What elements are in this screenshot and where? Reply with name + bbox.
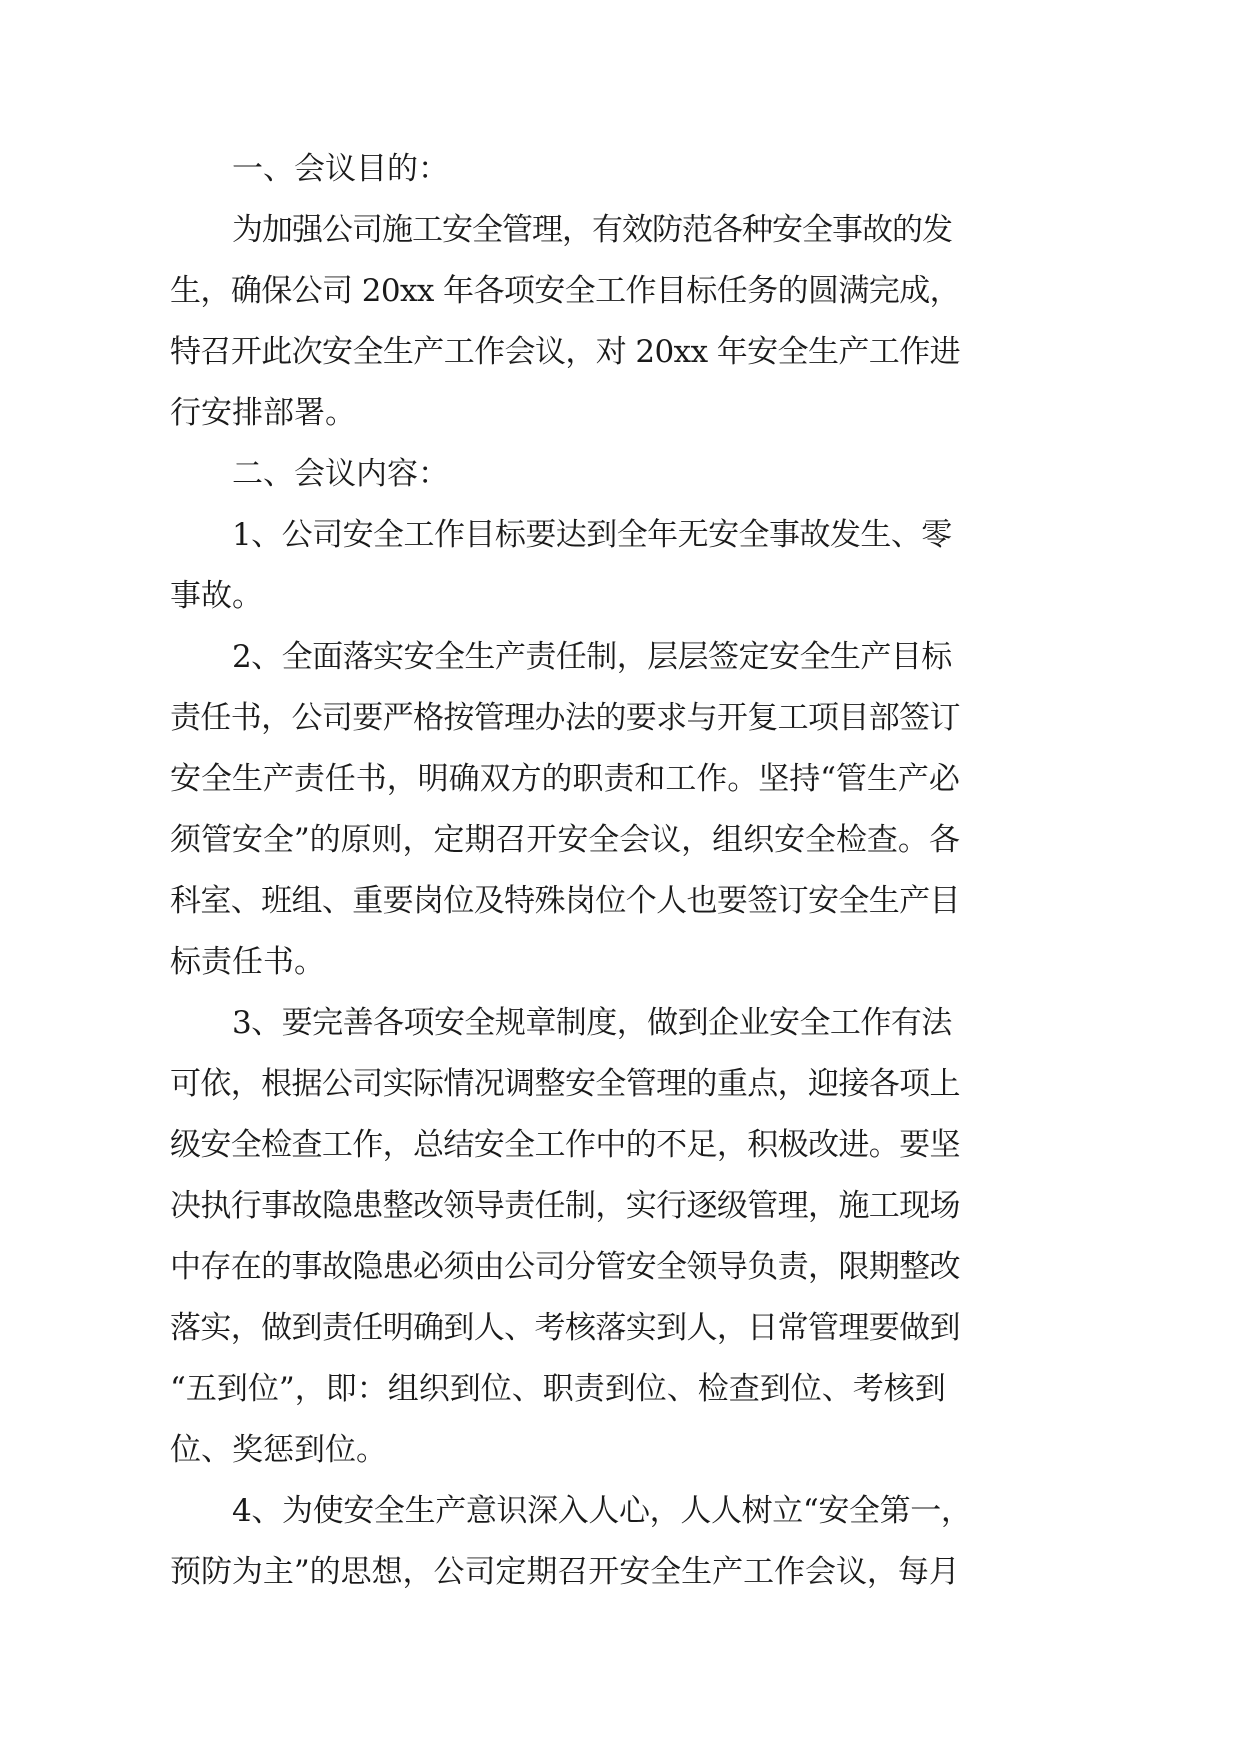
paragraph-line: [0, 1359, 1241, 1419]
paragraph-line: [0, 749, 1241, 809]
paragraph-line: [0, 932, 1241, 992]
text-line: 二、会议内容：: [232, 456, 449, 492]
paragraph-line: [0, 1420, 1241, 1480]
text-line: 安全生产责任书，明确双方的职责和工作。坚持“管生产必: [170, 761, 960, 797]
text-line: 事故。: [170, 578, 263, 614]
paragraph-line: [0, 1176, 1241, 1236]
text-line: 责任书，公司要严格按管理办法的要求与开复工项目部签订: [170, 700, 960, 736]
text-line: 可依，根据公司实际情况调整安全管理的重点，迎接各项上: [170, 1066, 960, 1102]
text-line: 为加强公司施工安全管理，有效防范各种安全事故的发: [232, 212, 952, 248]
text-line: 特召开此次安全生产工作会议，对 20xx 年安全生产工作进: [170, 334, 960, 370]
text-line: 科室、班组、重要岗位及特殊岗位个人也要签订安全生产目: [170, 883, 960, 919]
text-line: 1、公司安全工作目标要达到全年无安全事故发生、零: [232, 517, 952, 553]
paragraph-line: [0, 566, 1241, 626]
paragraph-line: [0, 871, 1241, 931]
text-line: 落实，做到责任明确到人、考核落实到人，日常管理要做到: [170, 1310, 960, 1346]
paragraph-line: [0, 1298, 1241, 1358]
text-line: 行安排部署。: [170, 395, 356, 431]
paragraph-line: [0, 1542, 1241, 1602]
text-line: 决执行事故隐患整改领导责任制，实行逐级管理，施工现场: [170, 1188, 960, 1224]
paragraph-line: [0, 1237, 1241, 1297]
paragraph-line: [0, 627, 1241, 687]
section-heading-purpose: [0, 139, 1241, 199]
section-heading-content: [0, 444, 1241, 504]
text-line: 4、为使安全生产意识深入人心，人人树立“安全第一，: [232, 1493, 972, 1529]
paragraph-line: [0, 200, 1241, 260]
text-line: 级安全检查工作，总结安全工作中的不足，积极改进。要坚: [170, 1127, 960, 1163]
text-line: 一、会议目的：: [232, 151, 449, 187]
text-line: “五到位”，即：组织到位、职责到位、检查到位、考核到: [170, 1371, 946, 1407]
paragraph-line: [0, 1481, 1241, 1541]
paragraph-line: [0, 505, 1241, 565]
paragraph-line: [0, 688, 1241, 748]
paragraph-line: [0, 322, 1241, 382]
paragraph-line: [0, 810, 1241, 870]
text-line: 生，确保公司 20xx 年各项安全工作目标任务的圆满完成，: [170, 273, 960, 309]
text-line: 预防为主”的思想，公司定期召开安全生产工作会议，每月: [170, 1554, 960, 1590]
paragraph-line: [0, 1054, 1241, 1114]
text-line: 须管安全”的原则，定期召开安全会议，组织安全检查。各: [170, 822, 960, 858]
text-line: 中存在的事故隐患必须由公司分管安全领导负责，限期整改: [170, 1249, 960, 1285]
paragraph-line: [0, 383, 1241, 443]
paragraph-line: [0, 993, 1241, 1053]
text-line: 位、奖惩到位。: [170, 1432, 387, 1468]
text-line: 3、要完善各项安全规章制度，做到企业安全工作有法: [232, 1005, 952, 1041]
text-line: 2、全面落实安全生产责任制，层层签定安全生产目标: [232, 639, 952, 675]
paragraph-line: [0, 1115, 1241, 1175]
paragraph-line: [0, 261, 1241, 321]
text-line: 标责任书。: [170, 944, 325, 980]
